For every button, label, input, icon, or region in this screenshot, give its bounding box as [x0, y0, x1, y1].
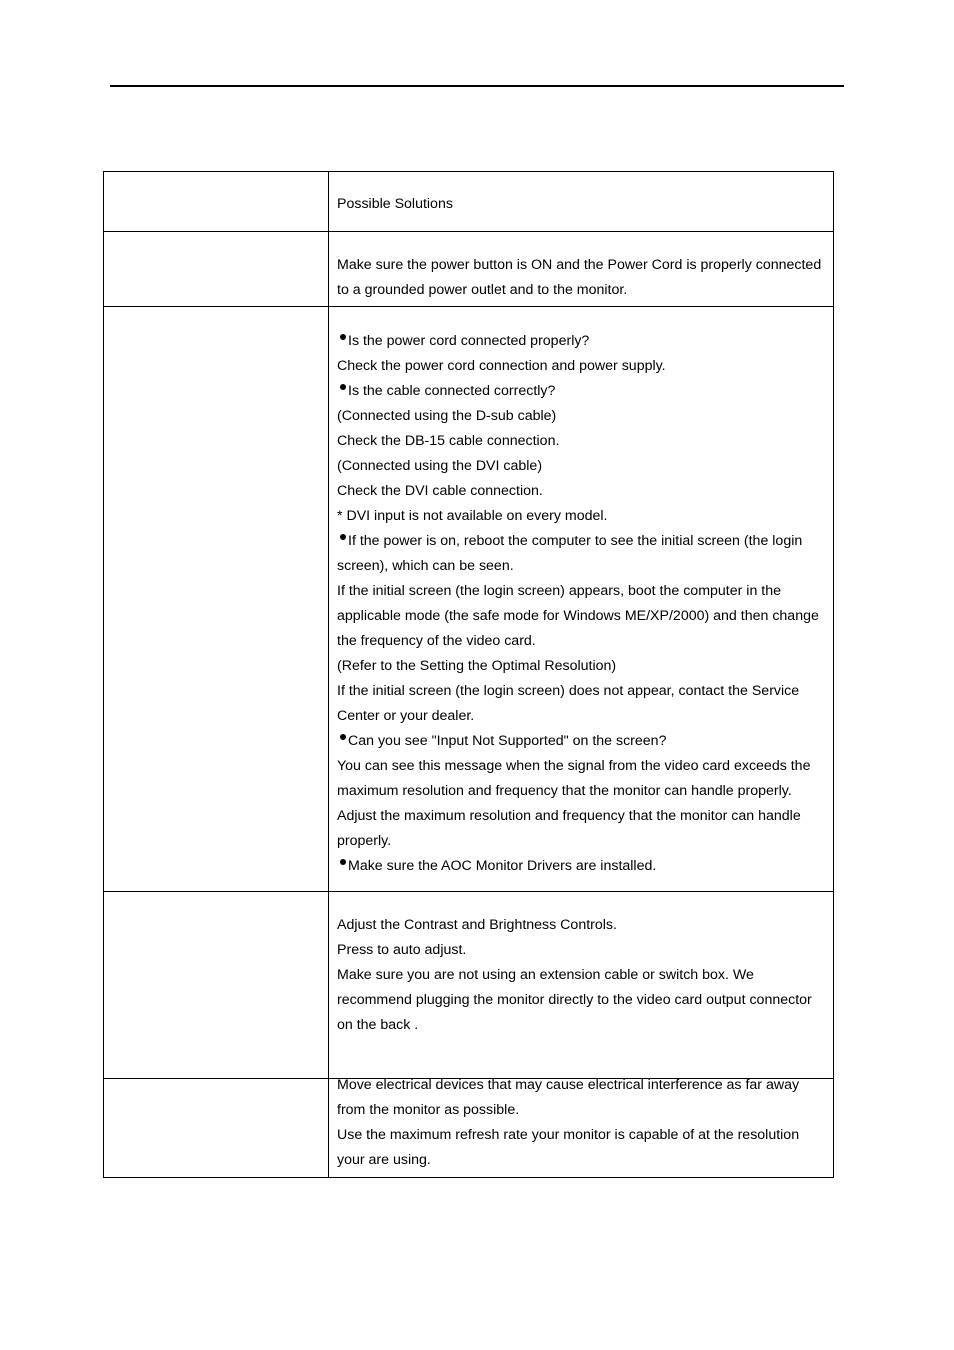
solution-text: If the power is on, reboot the computer to see the initial screen (the login: [348, 533, 803, 549]
solution-text: If the initial screen (the login screen) does not appear, contact the Service: [337, 683, 800, 699]
solution-text: Possible Solutions: [337, 196, 453, 212]
solution-text: applicable mode (the safe mode for Windows ME/XP/2000) and then change: [337, 608, 819, 624]
bullet-icon: [340, 384, 346, 390]
header-rule: [110, 85, 844, 87]
problem-cell: [104, 232, 329, 307]
table-row: [104, 232, 834, 307]
solution-text: to a grounded power outlet and to the monitor.: [337, 282, 628, 298]
solution-line: [337, 1013, 827, 1038]
solution-line: [337, 479, 827, 504]
table-row: [104, 172, 834, 232]
solution-line: [337, 963, 827, 988]
solution-text: Make sure you are not using an extension cable or switch box. We: [337, 967, 754, 983]
solution-text: properly.: [337, 833, 392, 849]
solution-line: [337, 854, 827, 879]
bullet-icon: [340, 859, 346, 865]
solution-line: [337, 192, 827, 217]
solution-text: screen), which can be seen.: [337, 558, 514, 574]
solution-cell: [329, 232, 834, 307]
solution-text: Check the DB-15 cable connection.: [337, 433, 560, 449]
solution-line: [337, 329, 827, 354]
bullet-icon: [340, 734, 346, 740]
table-row: [104, 892, 834, 1079]
solution-text: on the back .: [337, 1017, 419, 1033]
solution-line: [337, 454, 827, 479]
solution-line: [337, 278, 827, 303]
solution-text: * DVI input is not available on every model.: [337, 508, 608, 524]
solution-line: [337, 779, 827, 804]
solution-cell: [329, 1079, 834, 1178]
solution-line: [337, 529, 827, 554]
solution-text: Adjust the maximum resolution and frequency that the monitor can handle: [337, 808, 801, 824]
solution-text: (Connected using the DVI cable): [337, 458, 543, 474]
solution-line: [337, 654, 827, 679]
solution-line: [337, 679, 827, 704]
solution-text: the frequency of the video card.: [337, 633, 536, 649]
solution-text: Use the maximum refresh rate your monitor is capable of at the resolution: [337, 1127, 800, 1143]
solution-line: [337, 379, 827, 404]
solution-text: Make sure the power button is ON and the Power Cord is properly connected: [337, 257, 822, 273]
solution-line: [337, 253, 827, 278]
solution-line: [337, 988, 827, 1013]
solution-line: [337, 354, 827, 379]
solution-line: [337, 1148, 827, 1173]
solution-cell: [329, 892, 834, 1079]
solution-text: If the initial screen (the login screen) appears, boot the computer in the: [337, 583, 782, 599]
problem-cell: [104, 307, 329, 892]
solution-text: Is the power cord connected properly?: [348, 333, 590, 349]
solution-line: [337, 604, 827, 629]
troubleshooting-table: [103, 171, 834, 1178]
solution-cell: [329, 307, 834, 892]
solution-line: [337, 1098, 827, 1123]
solution-line: [337, 554, 827, 579]
solution-text: your are using.: [337, 1152, 431, 1168]
solution-line: [337, 504, 827, 529]
table-row: [104, 307, 834, 892]
solution-line: [337, 754, 827, 779]
solution-line: [337, 913, 827, 938]
table-row: [104, 1079, 834, 1178]
solution-text: recommend plugging the monitor directly to the video card output connector: [337, 992, 812, 1008]
problem-cell: [104, 1079, 329, 1178]
solution-cell: [329, 172, 834, 232]
solution-line: [337, 1073, 827, 1098]
solution-line: [337, 829, 827, 854]
solution-text: Adjust the Contrast and Brightness Controls.: [337, 917, 617, 933]
solution-text: Make sure the AOC Monitor Drivers are installed.: [348, 858, 657, 874]
solution-line: [337, 729, 827, 754]
problem-cell: [104, 892, 329, 1079]
solution-text: Check the power cord connection and power supply.: [337, 358, 666, 374]
solution-text: Press to auto adjust.: [337, 942, 467, 958]
solution-line: [337, 404, 827, 429]
solution-text: Check the DVI cable connection.: [337, 483, 543, 499]
solution-text: from the monitor as possible.: [337, 1102, 520, 1118]
solution-text: (Refer to the Setting the Optimal Resolution): [337, 658, 617, 674]
solution-line: [337, 579, 827, 604]
solution-line: [337, 429, 827, 454]
bullet-icon: [340, 534, 346, 540]
solution-line: [337, 804, 827, 829]
solution-text: maximum resolution and frequency that the monitor can handle properly.: [337, 783, 792, 799]
solution-text: Can you see "Input Not Supported" on the screen?: [348, 733, 667, 749]
solution-line: [337, 1123, 827, 1148]
bullet-icon: [340, 334, 346, 340]
solution-text: Center or your dealer.: [337, 708, 475, 724]
solution-text: (Connected using the D-sub cable): [337, 408, 557, 424]
solution-line: [337, 938, 827, 963]
solution-text: You can see this message when the signal from the video card exceeds the: [337, 758, 811, 774]
solution-text: Move electrical devices that may cause electrical interference as far away: [337, 1077, 800, 1093]
solution-text: Is the cable connected correctly?: [348, 383, 556, 399]
solution-line: [337, 629, 827, 654]
problem-cell: [104, 172, 329, 232]
solution-line: [337, 704, 827, 729]
